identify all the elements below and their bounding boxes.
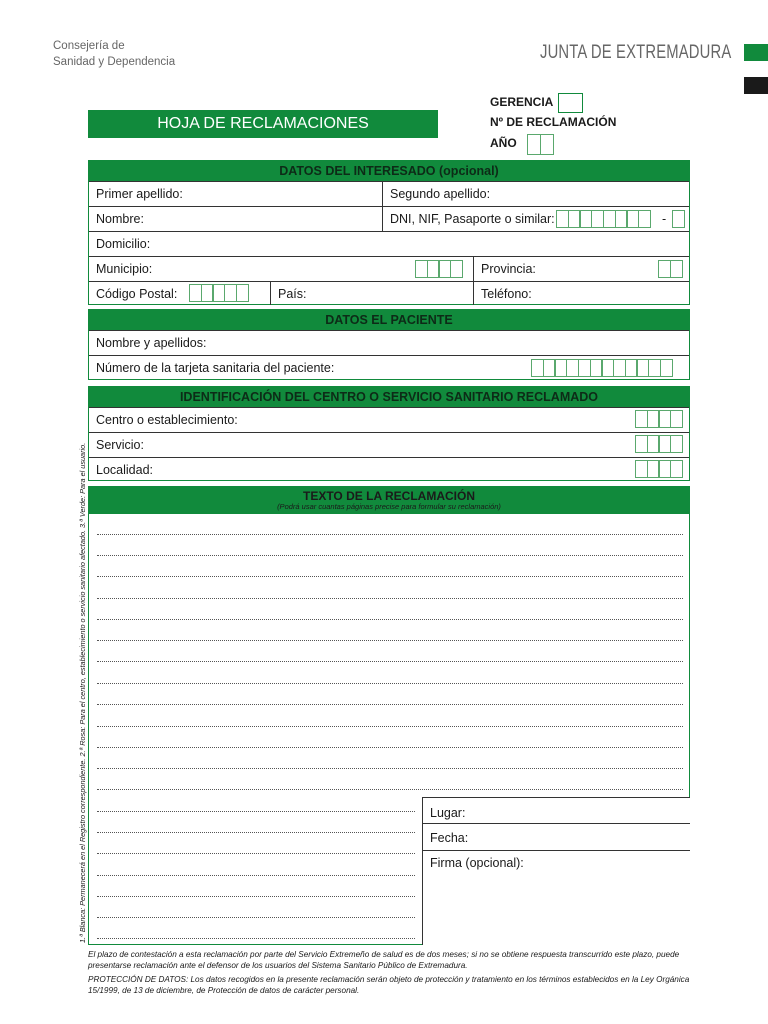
texto-heading: TEXTO DE LA RECLAMACIÓN — [302, 489, 475, 503]
servicio-field[interactable]: Servicio: — [96, 438, 144, 452]
writing-line — [97, 917, 415, 918]
telefono-field[interactable]: Teléfono: — [473, 282, 689, 305]
row-cp — [89, 281, 689, 305]
organization-logo-text: JUNTA DE EXTREMADURA — [540, 42, 732, 63]
section-centro — [88, 386, 690, 481]
dni-field[interactable]: DNI, NIF, Pasaporte o similar: — [382, 207, 689, 232]
row-nombre — [89, 206, 689, 232]
texto-subheading: (Podrá usar cuantas páginas precise para formular su reclamación) — [277, 502, 501, 511]
tarjeta-sanitaria-boxes[interactable] — [531, 359, 671, 377]
form-title: HOJA DE RECLAMACIONES — [88, 110, 438, 138]
dni-dash: - — [662, 212, 667, 226]
row-servicio — [89, 432, 689, 458]
municipio-field[interactable]: Municipio: — [96, 262, 153, 276]
codigo-postal-field[interactable]: Código Postal: — [96, 287, 178, 301]
section-interesado — [88, 160, 690, 305]
nombre-field[interactable]: Nombre: — [96, 212, 144, 226]
reclamation-number-label: Nº DE RECLAMACIÓN — [490, 115, 617, 129]
footer-deadline-note: El plazo de contestación a esta reclamación por parte del Servicio Extremeño de salud es de dos meses; si no se obtiene respuesta transcurrido este plazo, puede presentarse reclamación ante el defensor de los usuarios del Sistema Sanitario Público de Extremadura. — [88, 950, 680, 970]
section-paciente-heading: DATOS EL PACIENTE — [89, 310, 689, 330]
pais-field[interactable]: País: — [270, 282, 473, 305]
row-localidad — [89, 457, 689, 481]
localidad-boxes[interactable] — [635, 460, 682, 478]
segundo-apellido-field[interactable]: Segundo apellido: — [382, 182, 689, 207]
provincia-boxes[interactable] — [658, 260, 681, 278]
writing-line — [97, 576, 683, 577]
primer-apellido-field[interactable]: Primer apellido: — [96, 187, 183, 201]
row-tarjeta — [89, 355, 689, 380]
writing-line — [97, 704, 683, 705]
department-name — [53, 38, 175, 70]
row-paciente-nombre — [89, 330, 689, 356]
paciente-nombre-field[interactable]: Nombre y apellidos: — [96, 336, 207, 350]
domicilio-field[interactable]: Domicilio: — [96, 237, 151, 251]
writing-line — [97, 853, 415, 854]
copy-distribution-note: 1.ª Blanca: Permanecerá en el Registro correspondiente. 2.ª Rosa: Para el centro, establecimiento o servicio sanitario afectado. 3.ª Verde: Para el usuario. — [78, 442, 87, 943]
provincia-field[interactable]: Provincia: — [473, 257, 689, 282]
writing-line — [97, 896, 415, 897]
firma-field[interactable]: Firma (opcional): — [430, 856, 524, 870]
municipio-boxes[interactable] — [415, 260, 462, 278]
section-centro-heading: IDENTIFICACIÓN DEL CENTRO O SERVICIO SANITARIO RECLAMADO — [89, 387, 689, 407]
writing-line — [97, 534, 683, 535]
year-boxes[interactable] — [527, 134, 552, 155]
writing-line — [97, 768, 683, 769]
section-texto-heading — [89, 487, 689, 514]
dni-boxes[interactable] — [556, 210, 650, 228]
dni-letter-box[interactable] — [672, 210, 684, 228]
writing-line — [97, 832, 415, 833]
department-line-2: Sanidad y Dependencia — [53, 56, 176, 68]
black-marker-tab — [744, 77, 768, 94]
row-domicilio — [89, 231, 689, 257]
section-paciente — [88, 309, 690, 380]
codigo-postal-boxes[interactable] — [189, 284, 248, 302]
row-municipio — [89, 256, 689, 282]
writing-line — [97, 726, 683, 727]
row-centro — [89, 407, 689, 433]
writing-line — [97, 619, 683, 620]
writing-line — [97, 683, 683, 684]
writing-line — [97, 811, 415, 812]
centro-boxes[interactable] — [635, 410, 682, 428]
writing-line — [97, 938, 415, 939]
fecha-field[interactable]: Fecha: — [423, 824, 690, 851]
tarjeta-sanitaria-field[interactable]: Número de la tarjeta sanitaria del paciente: — [96, 361, 335, 375]
writing-line — [97, 747, 683, 748]
servicio-boxes[interactable] — [635, 435, 682, 453]
green-marker-tab — [744, 44, 768, 61]
writing-line — [97, 875, 415, 876]
lugar-field[interactable]: Lugar: — [423, 798, 690, 824]
writing-line — [97, 661, 683, 662]
writing-line — [97, 640, 683, 641]
gerencia-label: GERENCIA — [490, 95, 554, 109]
department-line-1: Consejería de — [53, 40, 125, 52]
centro-field[interactable]: Centro o establecimiento: — [96, 413, 238, 427]
row-apellidos — [89, 181, 689, 207]
writing-line — [97, 555, 683, 556]
gerencia-box[interactable] — [558, 93, 583, 113]
section-interesado-heading: DATOS DEL INTERESADO (opcional) — [89, 161, 689, 181]
signature-block — [422, 797, 690, 945]
footer-data-protection: PROTECCIÓN DE DATOS: Los datos recogidos en la presente reclamación serán objeto de protección y tratamiento en los términos establecidos en la Ley Orgánica 15/1999, de 13 de diciembre, de Protección de datos de carácter personal. — [88, 975, 690, 995]
writing-line — [97, 789, 683, 790]
year-label: AÑO — [490, 136, 517, 150]
localidad-field[interactable]: Localidad: — [96, 463, 153, 477]
writing-line — [97, 598, 683, 599]
